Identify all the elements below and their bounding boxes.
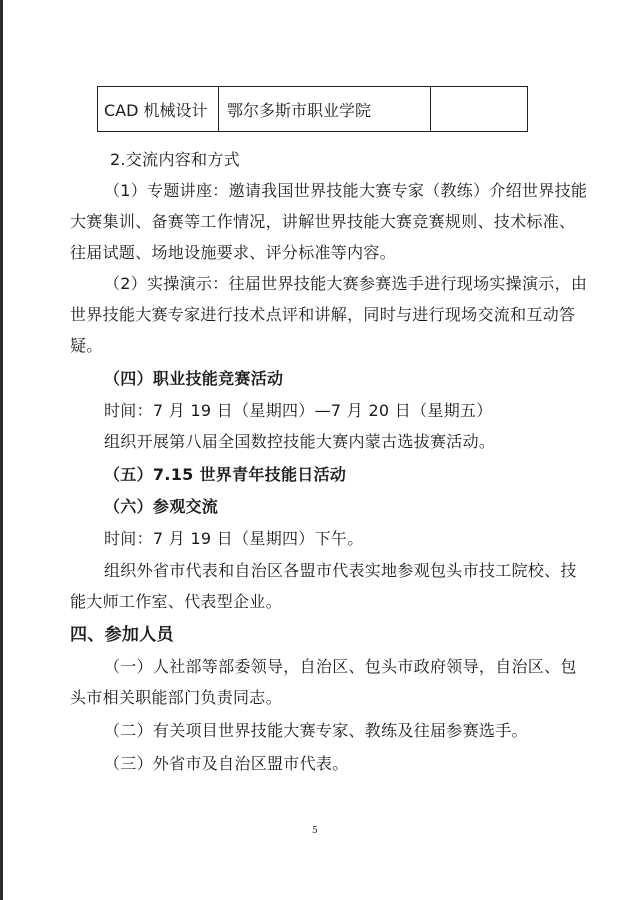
- table-cell-empty: [431, 87, 527, 131]
- paragraph-line: （三）外省市及自治区盟市代表。: [104, 754, 349, 773]
- scan-edge-shadow: [0, 0, 3, 900]
- section-title-youth-skills-day: （五）7.15 世界青年技能日活动: [104, 465, 347, 484]
- paragraph-line: （一）人社部等部委领导，自治区、包头市政府领导，自治区、包: [104, 657, 577, 676]
- paragraph-line: 大赛集训、备赛等工作情况，讲解世界技能大赛竞赛规则、技术标准、: [70, 212, 576, 231]
- paragraph-line: 疑。: [70, 336, 103, 355]
- table-cell-school: 鄂尔多斯市职业学院: [219, 87, 431, 131]
- paragraph-line: （2）实操演示：往届世界技能大赛参赛选手进行现场实操演示，由: [104, 274, 588, 293]
- section-title-visit: （六）参观交流: [104, 497, 219, 516]
- paragraph-line: 组织开展第八届全国数控技能大赛内蒙古选拔赛活动。: [104, 432, 496, 451]
- paragraph-line: 时间：7 月 19 日（星期四）—7 月 20 日（星期五）: [104, 401, 493, 420]
- paragraph-line: 世界技能大赛专家进行技术点评和讲解，同时与进行现场交流和互动答: [70, 305, 576, 324]
- paragraph-line: （1）专题讲座：邀请我国世界技能大赛专家（教练）介绍世界技能: [104, 181, 588, 200]
- paragraph-line: 头市相关职能部门负责同志。: [70, 688, 282, 707]
- paragraph-line: 时间：7 月 19 日（星期四）下午。: [104, 529, 364, 548]
- paragraph-line: （二）有关项目世界技能大赛专家、教练及往届参赛选手。: [104, 721, 528, 740]
- paragraph-line: 组织外省市代表和自治区各盟市代表实地参观包头市技工院校、技: [104, 561, 577, 580]
- table-cell-major: CAD 机械设计: [98, 87, 219, 131]
- page-number: 5: [312, 826, 318, 836]
- paragraph-line: 能大师工作室、代表型企业。: [70, 592, 282, 611]
- table-row: [97, 86, 528, 132]
- paragraph-line: 往届试题、场地设施要求、评分标准等内容。: [70, 243, 397, 262]
- section-title-participants: 四、参加人员: [70, 625, 174, 645]
- section-title-competition: （四）职业技能竞赛活动: [104, 369, 284, 388]
- section-title-exchange: 2.交流内容和方式: [110, 150, 240, 169]
